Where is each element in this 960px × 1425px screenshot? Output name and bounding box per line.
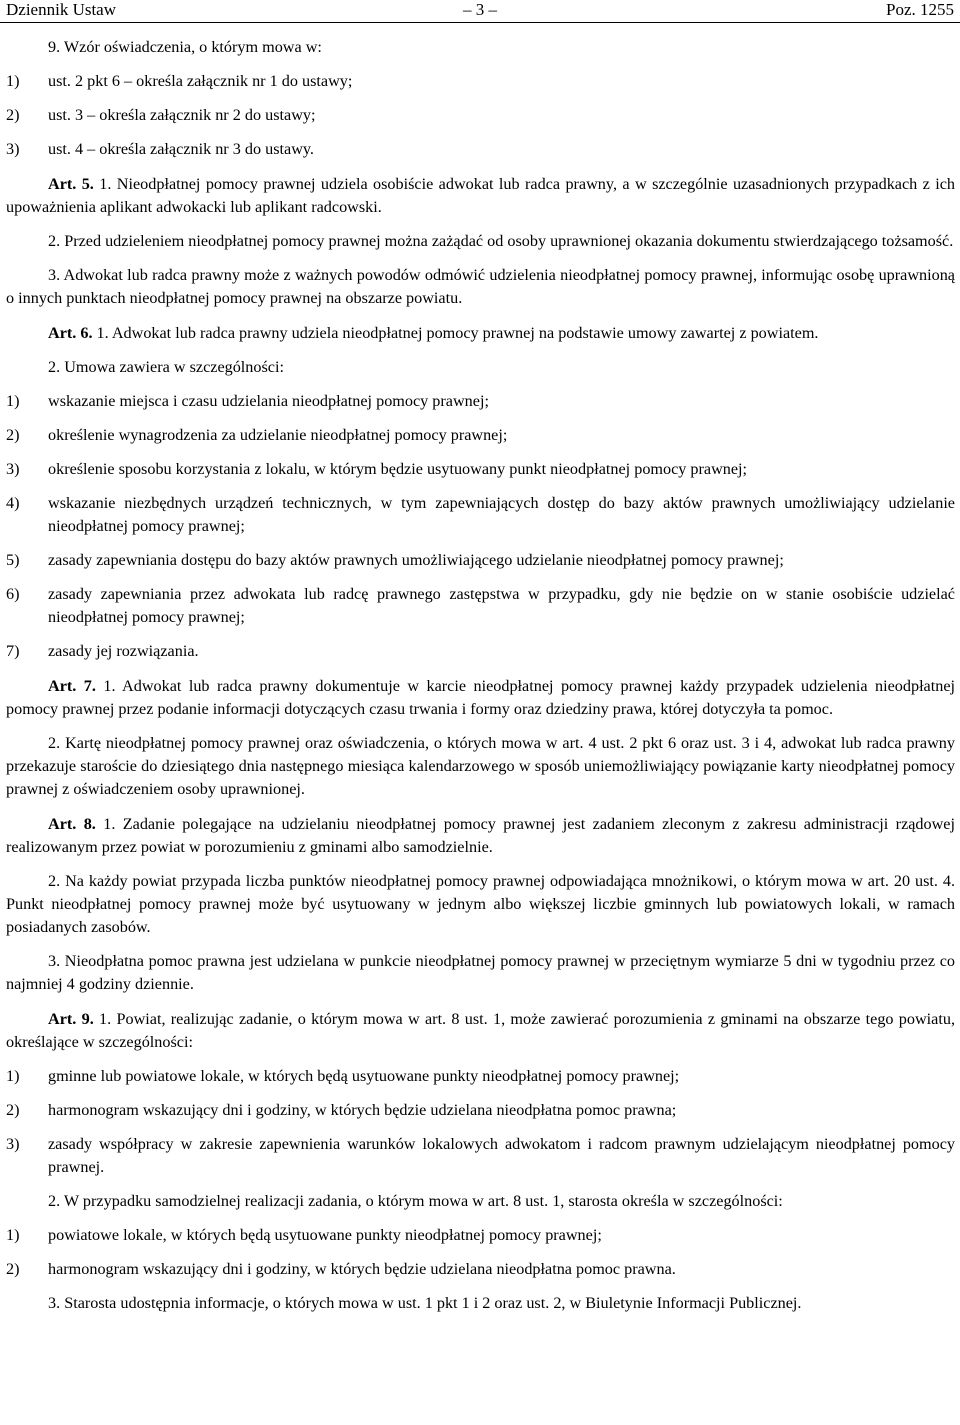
list-item: 6) zasady zapewniania przez adwokata lub radcę prawnego zastępstwa w przypadku, gdy nie będzie on w stanie osobiście udzielać nieodpłatnej pomocy prawnej; <box>6 585 955 626</box>
document-body <box>6 36 955 1315</box>
position-number: Poz. 1255 <box>886 0 954 19</box>
article-label: Art. 8. <box>48 815 96 833</box>
page-number: – 3 – <box>463 0 497 19</box>
list-item: 7) zasady jej rozwiązania. <box>6 642 199 660</box>
art-9-paragraph-1: Art. 9. 1. Powiat, realizując zadanie, o którym mowa w art. 8 ust. 1, może zawierać porozumienia z gminami na obszarze tego powiatu, określające w szczególności: <box>6 1010 956 1051</box>
article-label: Art. 6. <box>48 324 93 342</box>
list-item: 3) określenie sposobu korzystania z lokalu, w którym będzie usytuowany punkt nieodpłatnej pomocy prawnej; <box>6 460 748 478</box>
journal-title: Dziennik Ustaw <box>6 0 117 19</box>
art-8-paragraph-3: 3. Nieodpłatna pomoc prawna jest udzielana w punkcie nieodpłatnej pomocy prawnej w przeciętnym wymiarze 5 dni w tygodniu przez co najmniej 4 godziny dziennie. <box>6 952 955 993</box>
list-item: 2) harmonogram wskazujący dni i godziny, w których będzie udzielana nieodpłatna pomoc prawna. <box>6 1260 676 1278</box>
list-item: 2) ust. 3 – określa załącznik nr 2 do ustawy; <box>6 106 316 124</box>
art-5-paragraph-3: 3. Adwokat lub radca prawny może z ważnych powodów odmówić udzielenia nieodpłatnej pomocy prawnej, informując osobę uprawnioną o innych punktach nieodpłatnej pomocy prawnej na obszarze powiatu. <box>6 266 955 307</box>
art-7-paragraph-1: Art. 7. 1. Adwokat lub radca prawny dokumentuje w karcie nieodpłatnej pomocy prawnej każdy przypadek udzielenia nieodpłatnej pomocy prawnej przez podanie informacji dotyczących czasu trwania i formy oraz dziedziny prawa, której dotyczyła ta pomoc. <box>6 677 956 718</box>
art-7-paragraph-2: 2. Kartę nieodpłatnej pomocy prawnej oraz oświadczenia, o których mowa w art. 4 ust. 2 pkt 6 oraz ust. 3 i 4, adwokat lub radca prawny przekazuje staroście do dziesiątego dnia następnego miesiąca kalendarzowego w sposób uniemożliwiający powiązanie karty nieodpłatnej pomocy prawnej z oświadczeniem osoby uprawnionej. <box>6 734 955 798</box>
art-8-paragraph-1: Art. 8. 1. Zadanie polegające na udzielaniu nieodpłatnej pomocy prawnej jest zadaniem zleconym z zakresu administracji rządowej realizowanym przez powiat w porozumieniu z gminami albo samodzielnie. <box>6 815 955 856</box>
list-item: 2) harmonogram wskazujący dni i godziny, w których będzie udzielana nieodpłatna pomoc prawna; <box>6 1101 677 1119</box>
paragraph-9: 9. Wzór oświadczenia, o którym mowa w: <box>48 38 322 56</box>
list-item: 3) ust. 4 – określa załącznik nr 3 do ustawy. <box>6 140 314 158</box>
art-6-paragraph-2: 2. Umowa zawiera w szczególności: <box>48 358 284 376</box>
page-header <box>0 0 960 23</box>
article-label: Art. 5. <box>48 175 94 193</box>
list-item: 3) zasady współpracy w zakresie zapewnienia warunków lokalowych adwokatom i radcom prawnym udzielającym nieodpłatnej pomocy prawnej. <box>6 1135 955 1176</box>
article-label: Art. 9. <box>48 1010 94 1028</box>
art-9-paragraph-2: 2. W przypadku samodzielnej realizacji zadania, o którym mowa w art. 8 ust. 1, starosta określa w szczególności: <box>48 1192 783 1210</box>
art-5-paragraph-2: 2. Przed udzieleniem nieodpłatnej pomocy prawnej można zażądać od osoby uprawnionej okazania dokumentu stwierdzającego tożsamość. <box>48 232 954 250</box>
list-item: 4) wskazanie niezbędnych urządzeń technicznych, w tym zapewniających dostęp do bazy aktów prawnych umożliwiający udzielanie nieodpłatnej pomocy prawnej; <box>6 494 955 535</box>
art-9-paragraph-3: 3. Starosta udostępnia informacje, o których mowa w ust. 1 pkt 1 i 2 oraz ust. 2, w Biuletynie Informacji Publicznej. <box>48 1294 802 1312</box>
list-item: 1) wskazanie miejsca i czasu udzielania nieodpłatnej pomocy prawnej; <box>6 392 489 410</box>
list-item: 1) ust. 2 pkt 6 – określa załącznik nr 1 do ustawy; <box>6 72 353 90</box>
list-item: 1) powiatowe lokale, w których będą usytuowane punkty nieodpłatnej pomocy prawnej; <box>6 1226 602 1244</box>
art-6-paragraph-1: Art. 6. 1. Adwokat lub radca prawny udziela nieodpłatnej pomocy prawnej na podstawie umowy zawartej z powiatem. <box>48 324 819 342</box>
list-item: 5) zasady zapewniania dostępu do bazy aktów prawnych umożliwiającego udzielanie nieodpłatnej pomocy prawnej; <box>6 551 784 569</box>
list-item: 2) określenie wynagrodzenia za udzielanie nieodpłatnej pomocy prawnej; <box>6 426 508 444</box>
list-item: 1) gminne lub powiatowe lokale, w których będą usytuowane punkty nieodpłatnej pomocy prawnej; <box>6 1067 680 1085</box>
article-label: Art. 7. <box>48 677 96 695</box>
art-8-paragraph-2: 2. Na każdy powiat przypada liczba punktów nieodpłatnej pomocy prawnej odpowiadająca mnożnikowi, o którym mowa w art. 20 ust. 4. Punkt nieodpłatnej pomocy prawnej może być usytuowany w jednym albo większej liczbie gminnych lub powiatowych lokali, w ramach posiadanych zasobów. <box>6 872 955 936</box>
art-5-paragraph-1: Art. 5. 1. Nieodpłatnej pomocy prawnej udziela osobiście adwokat lub radca prawny, a w szczególnie uzasadnionych przypadkach z ich upoważnienia aplikant adwokacki lub aplikant radcowski. <box>6 175 956 216</box>
